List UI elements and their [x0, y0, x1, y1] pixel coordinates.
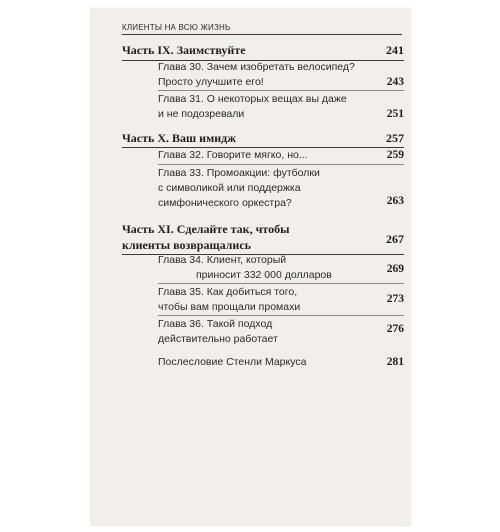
chapter-title [158, 148, 368, 163]
chapter-title-line: приносит 332 000 долларов [196, 269, 332, 281]
toc-part-11[interactable] [122, 221, 404, 255]
running-header: КЛИЕНТЫ НА ВСЮ ЖИЗНЬ [122, 23, 231, 32]
chapter-title-line: Глава 30. Зачем изобретать велосипед? [158, 61, 355, 73]
chapter-title-line: симфонического оркестра? [158, 197, 292, 209]
chapter-title-line: чтобы вам прощали промахи [158, 301, 301, 313]
chapter-title-line: действительно работает [158, 333, 278, 345]
part-page-number: 257 [386, 131, 404, 145]
part-title: Часть IX. Заимствуйте [122, 43, 246, 57]
chapter-page-number: 276 [386, 323, 404, 335]
chapter-page-number: 273 [386, 293, 404, 305]
part-page-number: 241 [386, 43, 404, 57]
toc-chapter-31[interactable] [158, 92, 404, 122]
chapter-title-line: с символикой или поддержка [158, 182, 301, 194]
part-page-number: 267 [386, 232, 404, 246]
chapter-title-line: и не подозревали [158, 108, 245, 120]
chapter-page-number: 251 [386, 108, 404, 120]
part-title-line: Часть XI. Сделайте так, чтобы [122, 222, 290, 236]
chapter-title [158, 166, 368, 211]
chapter-title [158, 285, 368, 315]
afterword-page-number: 281 [386, 356, 404, 368]
part-title [122, 221, 362, 253]
chapter-underline [158, 283, 404, 284]
chapter-underline [158, 164, 404, 165]
toc-afterword[interactable] [158, 355, 404, 371]
chapter-page-number: 263 [386, 195, 404, 207]
chapter-title [158, 60, 368, 90]
toc-chapter-30[interactable] [158, 60, 404, 90]
toc-chapter-33[interactable] [158, 166, 404, 211]
chapter-title [158, 92, 368, 122]
chapter-page-number: 269 [386, 263, 404, 275]
chapter-title [158, 317, 368, 347]
toc-part-9[interactable] [122, 42, 404, 62]
part-title: Часть X. Ваш имидж [122, 131, 236, 145]
chapter-underline [158, 315, 404, 316]
chapter-page-number: 259 [386, 149, 404, 161]
toc-chapter-34[interactable] [158, 253, 404, 283]
chapter-title-line: Глава 31. О некоторых вещах вы даже [158, 93, 347, 105]
chapter-page-number: 243 [386, 76, 404, 88]
toc-chapter-35[interactable] [158, 285, 404, 315]
part-title-line: клиенты возвращались [122, 238, 251, 252]
toc-chapter-36[interactable] [158, 317, 404, 347]
chapter-title-line: Глава 36. Такой подход [158, 318, 273, 330]
chapter-title-line: Глава 34. Клиент, который [158, 254, 287, 266]
chapter-title-line: Просто улучшите его! [158, 76, 264, 88]
toc-chapter-32[interactable] [158, 148, 404, 164]
header-rule [122, 34, 402, 35]
chapter-title-line: Глава 33. Промоакции: футболки [158, 167, 320, 179]
toc-part-10[interactable] [122, 130, 404, 150]
chapter-title [158, 253, 368, 283]
afterword-title: Послесловие Стенли Маркуса [158, 356, 307, 368]
chapter-underline [158, 90, 404, 91]
chapter-title-line: Глава 32. Говорите мягко, но... [158, 149, 308, 161]
chapter-title-line: Глава 35. Как добиться того, [158, 286, 298, 298]
